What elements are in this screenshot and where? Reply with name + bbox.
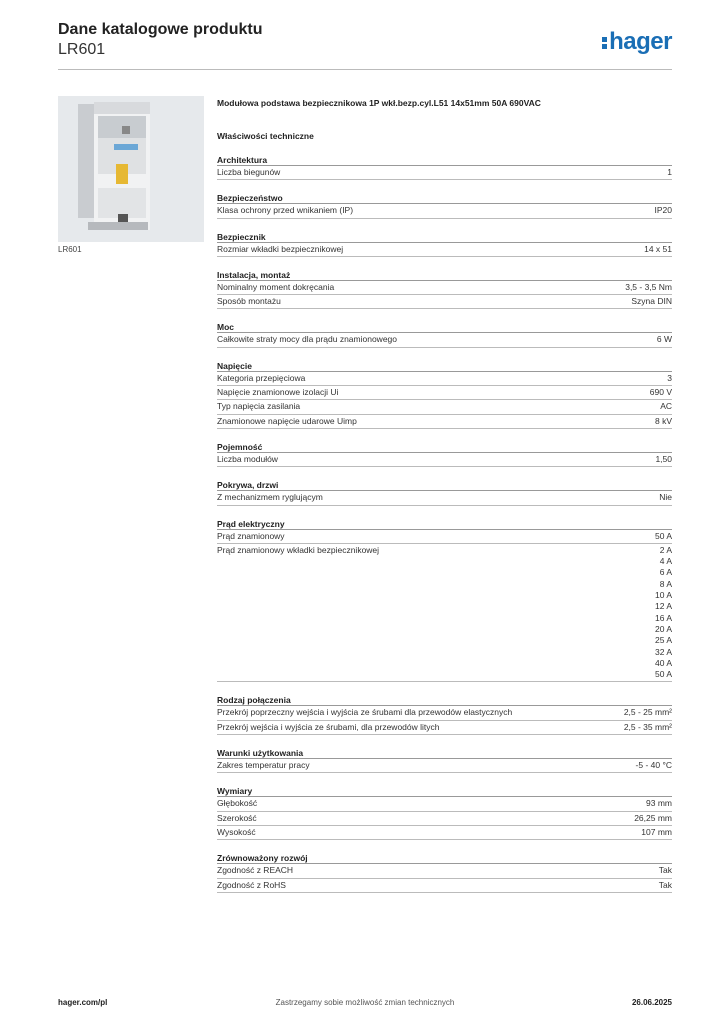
spec-row	[217, 243, 672, 257]
spec-values	[655, 205, 673, 216]
spec-row	[217, 333, 672, 347]
spec-section	[217, 747, 672, 773]
section-title: Instalacja, montaż	[217, 269, 672, 281]
spec-label: Kategoria przepięciowa	[217, 372, 306, 383]
spec-row	[217, 372, 672, 386]
spec-row	[217, 386, 672, 400]
footer-disclaimer: Zastrzegamy sobie możliwość zmian technicznych	[275, 998, 455, 1007]
spec-values	[655, 545, 672, 681]
spec-section	[217, 694, 672, 735]
spec-values	[660, 401, 672, 412]
hager-logo	[602, 28, 672, 56]
product-code: LR601	[58, 41, 106, 58]
spec-row	[217, 812, 672, 826]
spec-row	[217, 453, 672, 467]
spec-value: 1,50	[655, 453, 672, 464]
spec-row	[217, 491, 672, 505]
spec-section	[217, 321, 672, 347]
spec-values	[644, 244, 672, 255]
spec-section	[217, 192, 672, 218]
spec-label: Szerokość	[217, 812, 257, 823]
spec-section	[217, 479, 672, 505]
spec-values	[641, 827, 672, 838]
spec-value: 16 A	[654, 612, 672, 623]
spec-values	[657, 334, 672, 345]
spec-section	[217, 518, 672, 683]
section-title: Pokrywa, drzwi	[217, 479, 672, 491]
spec-value: 690 V	[649, 387, 672, 398]
spec-values	[650, 387, 672, 398]
spec-row	[217, 879, 672, 893]
spec-label: Nominalny moment dokręcania	[217, 281, 335, 292]
spec-section	[217, 441, 672, 467]
spec-value: Tak	[658, 879, 672, 890]
spec-values	[659, 492, 672, 503]
spec-label: Liczba modułów	[217, 453, 278, 464]
spec-row	[217, 797, 672, 811]
spec-values	[624, 722, 672, 733]
spec-row	[217, 544, 672, 683]
image-caption: LR601	[58, 245, 82, 254]
spec-value: 8 A	[659, 578, 672, 589]
document-title: Dane katalogowe produktu	[58, 21, 263, 38]
spec-row	[217, 204, 672, 218]
section-title: Moc	[217, 321, 672, 333]
spec-value: 50 A	[654, 669, 672, 680]
spec-row	[217, 826, 672, 840]
spec-label: Przekrój wejścia i wyjścia ze śrubami, dla przewodów litych	[217, 721, 440, 732]
spec-values	[655, 531, 672, 542]
spec-label: Prąd znamionowy	[217, 530, 285, 541]
footer-website: hager.com/pl	[58, 998, 108, 1007]
spec-section	[217, 154, 672, 180]
spec-row	[217, 530, 672, 544]
spec-row	[217, 166, 672, 180]
spec-row	[217, 415, 672, 429]
spec-label: Klasa ochrony przed wnikaniem (IP)	[217, 205, 354, 216]
spec-value: 2,5 - 35 mm²	[623, 721, 672, 732]
section-title: Zrównoważony rozwój	[217, 852, 672, 864]
footer-date: 26.06.2025	[631, 998, 672, 1007]
section-title: Wymiary	[217, 785, 672, 797]
spec-section	[217, 231, 672, 257]
spec-values	[667, 167, 672, 178]
page-header	[58, 20, 672, 70]
spec-value: 26,25 mm	[634, 812, 672, 823]
spec-label: Całkowite straty mocy dla prądu znamionowego	[217, 334, 398, 345]
technical-properties-heading: Właściwości techniczne	[217, 131, 314, 141]
spec-label: Napięcie znamionowe izolacji Ui	[217, 387, 339, 398]
spec-row	[217, 864, 672, 878]
fuse-holder-icon	[58, 96, 204, 242]
spec-label: Zakres temperatur pracy	[217, 760, 310, 771]
spec-value: AC	[660, 401, 672, 412]
spec-value: Tak	[658, 865, 672, 876]
spec-value: 32 A	[654, 646, 672, 657]
spec-value: 93 mm	[646, 798, 672, 809]
spec-row	[217, 759, 672, 773]
spec-value: 1	[667, 167, 672, 177]
spec-label: Zgodność z REACH	[217, 865, 294, 876]
spec-sections	[217, 154, 672, 893]
spec-label: Rozmiar wkładki bezpiecznikowej	[217, 243, 344, 254]
spec-values	[659, 865, 672, 876]
section-title: Warunki użytkowania	[217, 747, 672, 759]
spec-label: Głębokość	[217, 798, 258, 809]
spec-values	[624, 707, 672, 718]
spec-section	[217, 785, 672, 840]
spec-row	[217, 400, 672, 414]
spec-value: 4 A	[659, 556, 672, 567]
spec-section	[217, 360, 672, 429]
spec-values	[646, 798, 672, 809]
spec-value: Nie	[659, 492, 672, 503]
spec-label: Z mechanizmem ryglującym	[217, 492, 323, 503]
spec-values	[636, 760, 672, 771]
spec-values	[659, 880, 672, 891]
spec-values	[625, 282, 672, 293]
spec-label: Sposób montażu	[217, 296, 281, 307]
spec-label: Wysokość	[217, 826, 256, 837]
spec-label: Prąd znamionowy wkładki bezpiecznikowej	[217, 544, 380, 555]
spec-value: 107 mm	[641, 826, 672, 837]
section-title: Architektura	[217, 154, 672, 166]
spec-label: Liczba biegunów	[217, 167, 281, 177]
spec-value: 2,5 - 25 mm²	[623, 707, 672, 718]
spec-values	[634, 813, 672, 824]
spec-row	[217, 706, 672, 720]
section-title: Napięcie	[217, 360, 672, 372]
spec-value: 10 A	[654, 590, 672, 601]
spec-row	[217, 721, 672, 735]
section-title: Prąd elektryczny	[217, 518, 672, 530]
logo-text: hager	[609, 28, 672, 55]
product-image	[58, 96, 204, 242]
section-title: Bezpiecznik	[217, 231, 672, 243]
logo-dot-icon	[602, 44, 607, 49]
spec-value: Szyna DIN	[631, 296, 672, 307]
spec-value: 3	[667, 372, 672, 383]
section-title: Bezpieczeństwo	[217, 192, 672, 204]
spec-section	[217, 269, 672, 310]
section-title: Rodzaj połączenia	[217, 694, 672, 706]
product-title: Modułowa podstawa bezpiecznikowa 1P wkł.bezp.cyl.L51 14x51mm 50A 690VAC	[217, 98, 541, 108]
spec-value: 40 A	[654, 657, 672, 668]
spec-value: -5 - 40 °C	[635, 760, 672, 771]
spec-value: 25 A	[654, 635, 672, 646]
header-divider	[58, 69, 672, 70]
logo-dot-icon	[602, 37, 607, 42]
spec-value: 12 A	[654, 601, 672, 612]
spec-value: 3,5 - 3,5 Nm	[625, 281, 672, 292]
spec-label: Zgodność z RoHS	[217, 879, 286, 890]
spec-value: 6 W	[656, 334, 672, 345]
spec-section	[217, 852, 672, 893]
spec-value: 50 A	[654, 530, 672, 541]
spec-values	[667, 373, 672, 384]
spec-value: 8 kV	[654, 415, 672, 426]
section-title: Pojemność	[217, 441, 672, 453]
spec-row	[217, 295, 672, 309]
spec-value: 20 A	[654, 623, 672, 634]
spec-label: Typ napięcia zasilania	[217, 401, 301, 412]
spec-values	[655, 454, 672, 465]
spec-values	[631, 296, 672, 307]
spec-row	[217, 281, 672, 295]
product-spec-content	[217, 97, 672, 893]
spec-value: IP20	[654, 205, 672, 216]
spec-value: 2 A	[659, 544, 672, 555]
spec-label: Przekrój poprzeczny wejścia i wyjścia ze śrubami dla przewodów elastycznych	[217, 707, 513, 718]
spec-label: Znamionowe napięcie udarowe Uimp	[217, 415, 357, 426]
spec-value: 14 x 51	[644, 243, 672, 254]
spec-value: 6 A	[659, 567, 672, 578]
spec-values	[655, 416, 672, 427]
